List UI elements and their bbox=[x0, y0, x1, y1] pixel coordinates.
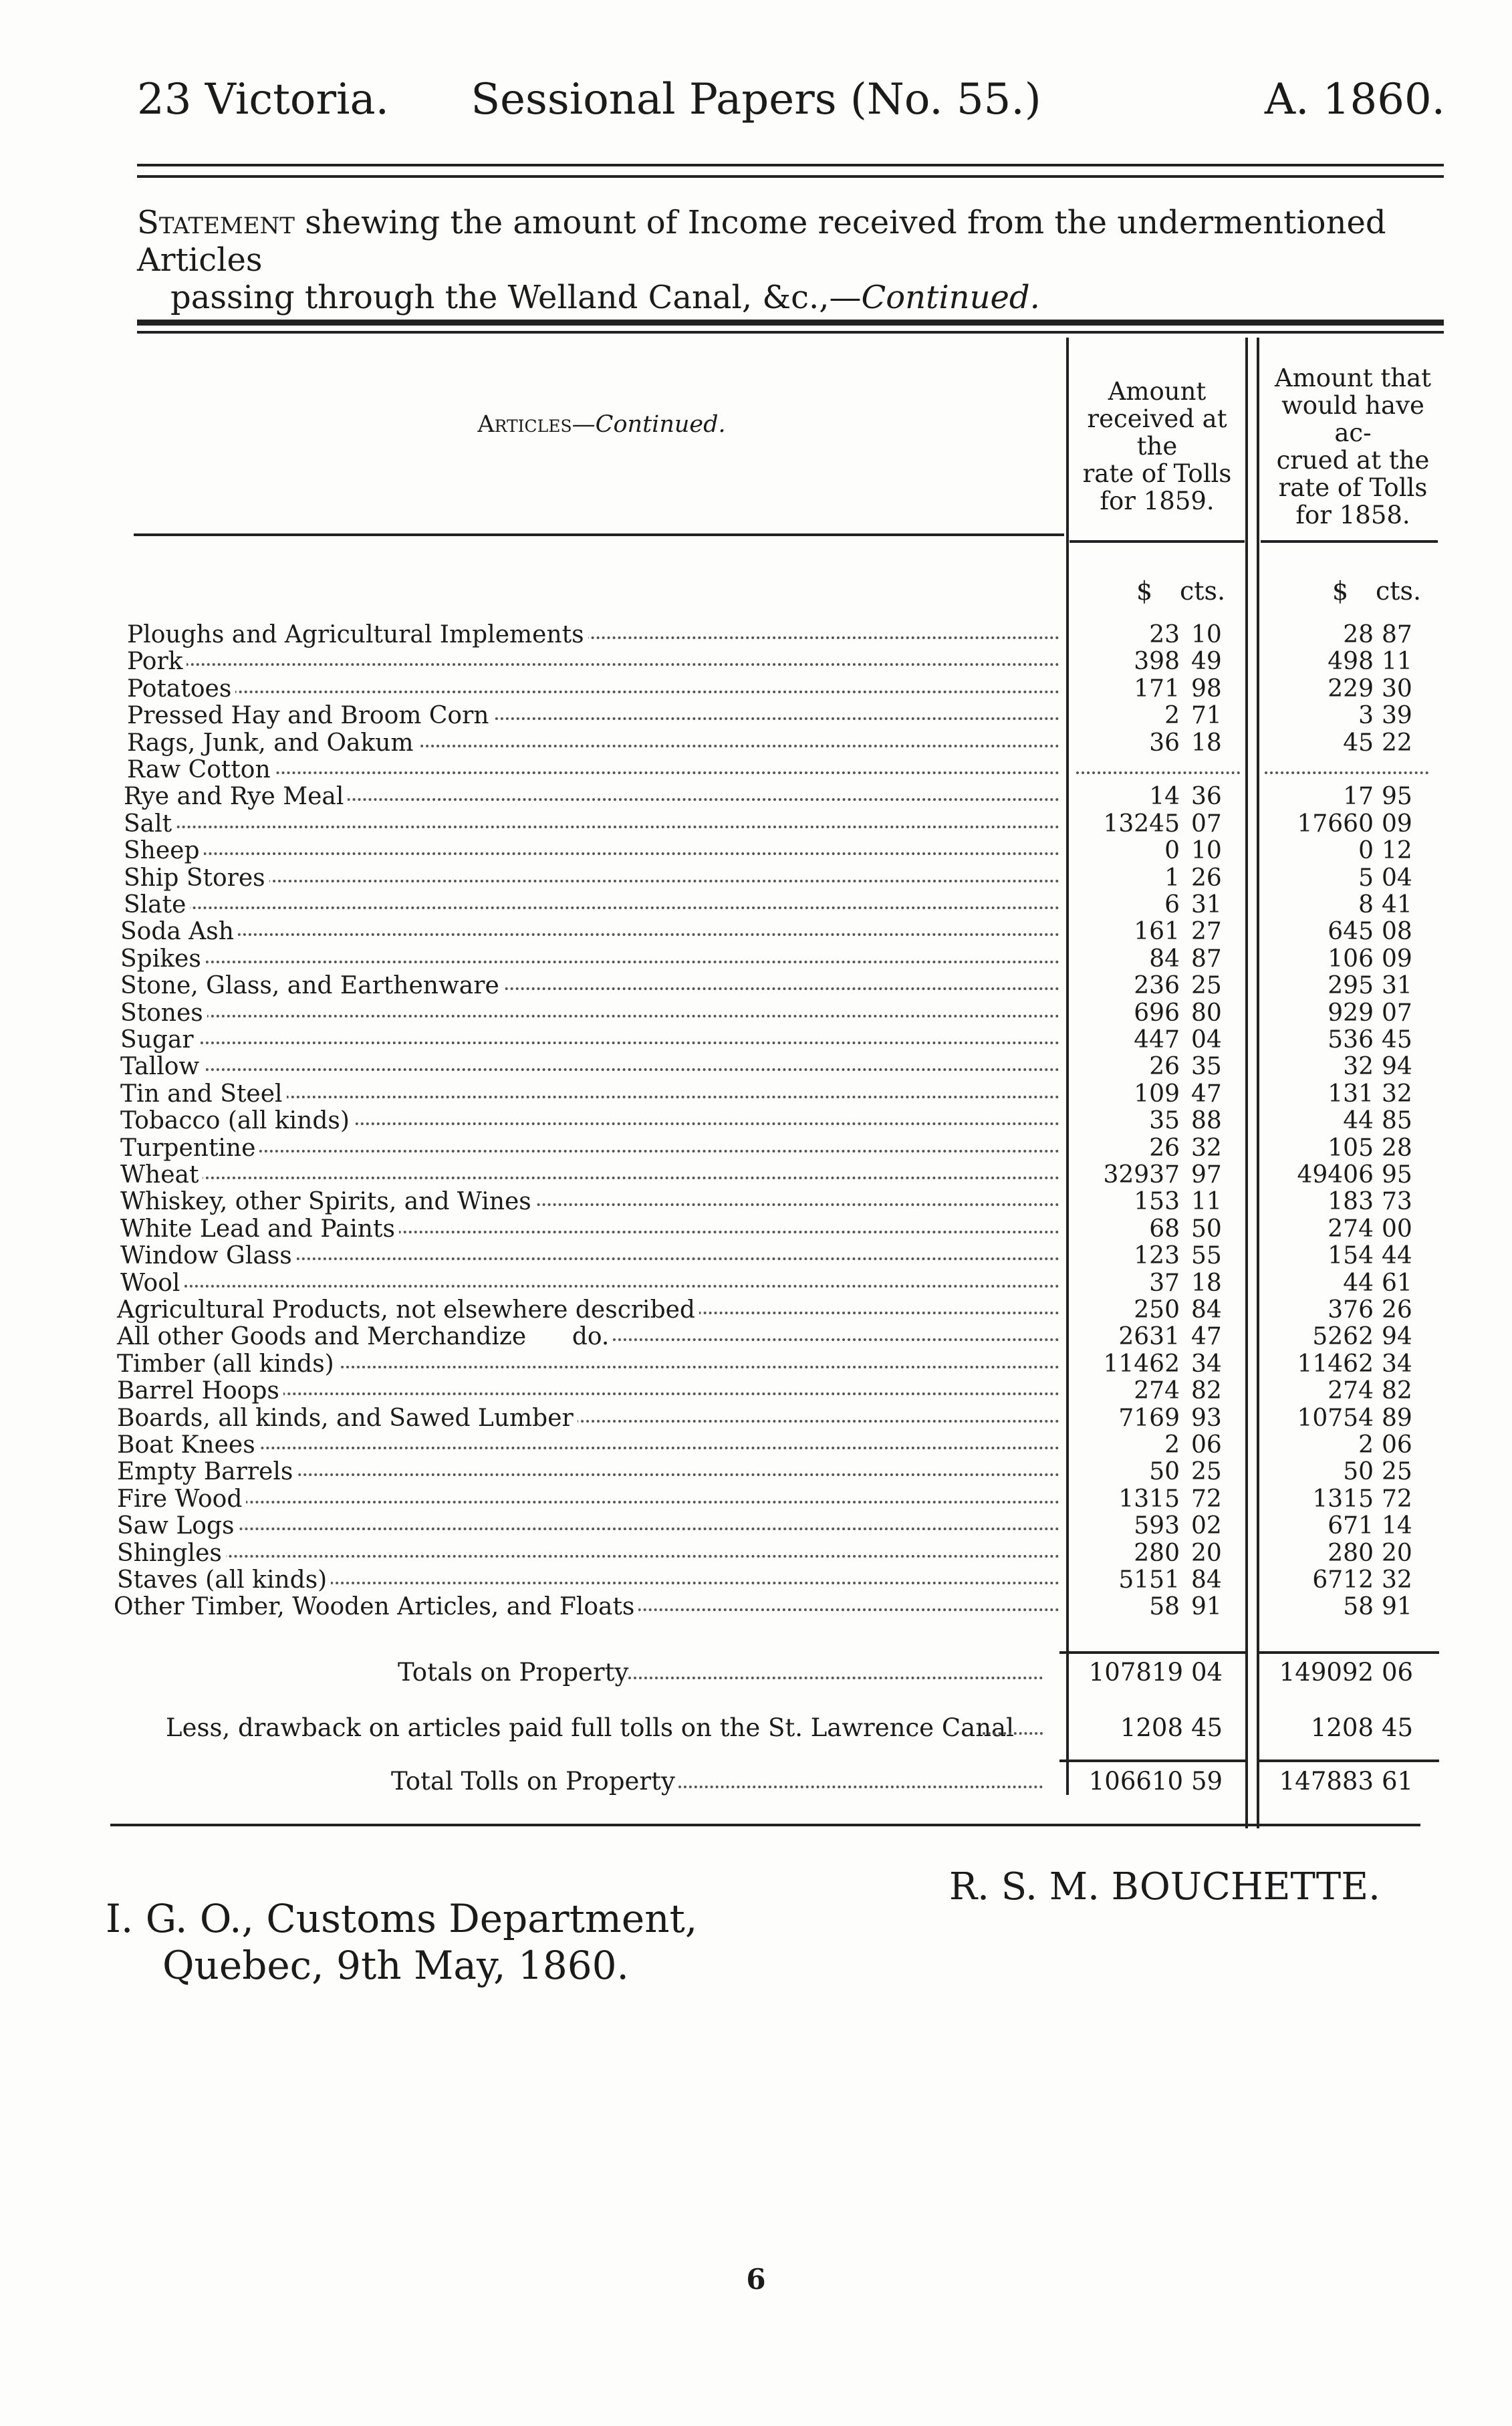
dot-leader bbox=[120, 1068, 1059, 1071]
value-col1-dollars: 250 bbox=[1134, 1296, 1180, 1324]
value-col1-dollars: 13245 bbox=[1103, 810, 1180, 838]
value-col1-dollars: 593 bbox=[1134, 1512, 1180, 1540]
total-tolls-col2-dollars: 147883 bbox=[1279, 1767, 1374, 1796]
value-col1-dollars: 26 bbox=[1149, 1053, 1180, 1081]
value-col2-dollars: 105 bbox=[1328, 1134, 1374, 1162]
value-col2-cents: 95 bbox=[1382, 1161, 1412, 1189]
article-name: White Lead and Paints bbox=[120, 1216, 399, 1243]
value-col1-cents: 11 bbox=[1191, 1188, 1222, 1216]
value-col2-cents: 11 bbox=[1382, 648, 1412, 676]
value-col2-cents: 39 bbox=[1382, 702, 1412, 730]
article-name: Shingles bbox=[117, 1540, 226, 1567]
header-underline-col2 bbox=[1261, 540, 1438, 543]
col2-header bbox=[1261, 364, 1445, 529]
value-col2-cents: 95 bbox=[1382, 783, 1412, 811]
dot-leader bbox=[120, 1150, 1059, 1153]
value-col1-dollars: 161 bbox=[1134, 918, 1180, 946]
value-col1-dollars: 280 bbox=[1134, 1539, 1180, 1567]
table-row bbox=[0, 1000, 1512, 1027]
subtotal-rule-col2 bbox=[1259, 1651, 1439, 1654]
table-row bbox=[0, 783, 1512, 810]
col1-header bbox=[1069, 378, 1245, 515]
empty-value-leader-col1 bbox=[1076, 771, 1240, 774]
dot-leader bbox=[120, 1177, 1059, 1179]
col1-header-line: rate of Tolls bbox=[1082, 459, 1232, 488]
value-col2-dollars: 1315 bbox=[1312, 1485, 1374, 1513]
article-name: Stones bbox=[120, 1000, 207, 1027]
value-col1-cents: 71 bbox=[1191, 702, 1222, 730]
article-name: Soda Ash bbox=[120, 919, 238, 945]
table-row bbox=[0, 730, 1512, 757]
article-name: Pork bbox=[127, 648, 186, 675]
table-row bbox=[0, 1567, 1512, 1594]
value-col1-dollars: 447 bbox=[1134, 1026, 1180, 1054]
table-row bbox=[0, 838, 1512, 864]
dot-leader bbox=[124, 852, 1059, 855]
article-name: Wheat bbox=[120, 1162, 203, 1189]
articles-header-caps: Articles bbox=[477, 411, 572, 438]
value-col1-cents: 93 bbox=[1191, 1404, 1222, 1432]
value-col2-dollars: 8 bbox=[1358, 891, 1374, 919]
value-col2-cents: 04 bbox=[1382, 864, 1412, 892]
value-col2-dollars: 183 bbox=[1328, 1188, 1374, 1216]
value-col1-cents: 91 bbox=[1191, 1593, 1222, 1621]
value-col2-dollars: 929 bbox=[1328, 999, 1374, 1027]
value-col2-cents: 14 bbox=[1382, 1512, 1412, 1540]
col2-header-line: rate of Tolls bbox=[1278, 473, 1428, 502]
table-rule-bottom bbox=[110, 1824, 1420, 1826]
value-col2-dollars: 44 bbox=[1343, 1107, 1374, 1135]
article-name: Window Glass bbox=[120, 1243, 296, 1269]
table-row bbox=[0, 1081, 1512, 1108]
article-name: Rye and Rye Meal bbox=[124, 783, 348, 810]
drawback-col1-dollars: 1208 bbox=[1120, 1713, 1183, 1742]
articles-column-header bbox=[134, 411, 1069, 438]
value-col1-cents: 26 bbox=[1191, 864, 1222, 892]
value-col2-dollars: 17 bbox=[1343, 783, 1374, 811]
table-row bbox=[0, 1054, 1512, 1080]
article-name: Staves (all kinds) bbox=[117, 1567, 331, 1594]
totals-col1-cents: 04 bbox=[1191, 1658, 1223, 1687]
value-col2-cents: 87 bbox=[1382, 621, 1412, 648]
value-col1-dollars: 171 bbox=[1134, 675, 1180, 703]
value-col1-dollars: 84 bbox=[1149, 945, 1180, 973]
table-row bbox=[0, 703, 1512, 729]
drawback-leader bbox=[983, 1732, 1043, 1735]
dot-leader bbox=[127, 691, 1059, 693]
value-col2-dollars: 274 bbox=[1328, 1377, 1374, 1405]
value-col2-cents: 06 bbox=[1382, 1431, 1412, 1459]
value-col1-cents: 88 bbox=[1191, 1107, 1222, 1135]
value-col2-cents: 28 bbox=[1382, 1134, 1412, 1162]
value-col2-dollars: 671 bbox=[1328, 1512, 1374, 1540]
value-col2-cents: 31 bbox=[1382, 972, 1412, 1000]
article-name: Boat Knees bbox=[117, 1432, 259, 1459]
value-col1-dollars: 274 bbox=[1134, 1377, 1180, 1405]
dot-leader bbox=[120, 961, 1059, 963]
header-rule-top bbox=[137, 164, 1444, 166]
col1-header-line: received at the bbox=[1087, 404, 1227, 461]
value-col2-cents: 85 bbox=[1382, 1107, 1412, 1135]
dot-leader bbox=[117, 1528, 1059, 1530]
table-row bbox=[0, 676, 1512, 703]
article-name: Rags, Junk, and Oakum bbox=[127, 730, 418, 757]
value-col2-dollars: 6712 bbox=[1312, 1566, 1374, 1594]
value-col1-cents: 10 bbox=[1191, 621, 1222, 648]
articles-header-continued: —Continued. bbox=[572, 411, 726, 438]
value-col1-dollars: 398 bbox=[1134, 648, 1180, 676]
header-rule-bottom bbox=[137, 175, 1444, 178]
dot-leader bbox=[127, 663, 1059, 666]
table-row bbox=[0, 1432, 1512, 1459]
value-col1-dollars: 68 bbox=[1149, 1215, 1180, 1243]
article-name: Ploughs and Agricultural Implements bbox=[127, 622, 588, 648]
table-row bbox=[0, 1459, 1512, 1485]
article-name: Potatoes bbox=[127, 676, 235, 703]
article-name: Tobacco (all kinds) bbox=[120, 1108, 354, 1134]
article-name: Saw Logs bbox=[117, 1513, 238, 1540]
article-name: Slate bbox=[124, 892, 190, 919]
dot-leader bbox=[117, 1555, 1059, 1558]
table-row bbox=[0, 1189, 1512, 1215]
value-col2-cents: 61 bbox=[1382, 1269, 1412, 1297]
table-row bbox=[0, 946, 1512, 973]
table-row bbox=[0, 865, 1512, 892]
table-rule-top-2 bbox=[137, 331, 1444, 334]
article-name: Ship Stores bbox=[124, 865, 269, 892]
value-col1-dollars: 58 bbox=[1149, 1593, 1180, 1621]
value-col1-dollars: 11462 bbox=[1103, 1350, 1180, 1378]
signature: R. S. M. BOUCHETTE. bbox=[949, 1865, 1380, 1909]
place-line-2: Quebec, 9th May, 1860. bbox=[162, 1943, 629, 1988]
value-col1-cents: 84 bbox=[1191, 1566, 1222, 1594]
value-col2-cents: 30 bbox=[1382, 675, 1412, 703]
value-col2-dollars: 376 bbox=[1328, 1296, 1374, 1324]
article-name: Whiskey, other Spirits, and Wines bbox=[120, 1189, 535, 1215]
col2-header-line: Amount that bbox=[1275, 364, 1431, 392]
article-name: Other Timber, Wooden Articles, and Floats bbox=[114, 1594, 638, 1620]
value-col2-dollars: 50 bbox=[1343, 1458, 1374, 1486]
value-col2-cents: 72 bbox=[1382, 1485, 1412, 1513]
place-and-date bbox=[106, 1895, 697, 1989]
article-name: Spikes bbox=[120, 946, 205, 973]
value-col1-dollars: 50 bbox=[1149, 1458, 1180, 1486]
value-col2-dollars: 0 bbox=[1358, 837, 1374, 865]
value-col2-cents: 82 bbox=[1382, 1377, 1412, 1405]
table-row bbox=[0, 757, 1512, 783]
value-col1-cents: 47 bbox=[1191, 1323, 1222, 1351]
drawback-col1-cents: 45 bbox=[1191, 1713, 1223, 1742]
value-col1-cents: 98 bbox=[1191, 675, 1222, 703]
value-col1-cents: 49 bbox=[1191, 648, 1222, 676]
article-name: Empty Barrels bbox=[117, 1459, 297, 1485]
table-row bbox=[0, 1378, 1512, 1405]
table-row bbox=[0, 1405, 1512, 1432]
value-col2-cents: 45 bbox=[1382, 1026, 1412, 1054]
value-col2-cents: 89 bbox=[1382, 1404, 1412, 1432]
dot-leader bbox=[120, 1015, 1059, 1017]
value-col1-cents: 25 bbox=[1191, 1458, 1222, 1486]
value-col2-dollars: 44 bbox=[1343, 1269, 1374, 1297]
cts-col1: cts. bbox=[1180, 576, 1226, 606]
value-col1-dollars: 696 bbox=[1134, 999, 1180, 1027]
value-col1-cents: 27 bbox=[1191, 918, 1222, 946]
value-col1-dollars: 5151 bbox=[1118, 1566, 1180, 1594]
article-name: Wool bbox=[120, 1270, 184, 1297]
value-col1-cents: 35 bbox=[1191, 1053, 1222, 1081]
value-col2-dollars: 645 bbox=[1328, 918, 1374, 946]
value-col2-cents: 32 bbox=[1382, 1080, 1412, 1108]
value-col1-dollars: 26 bbox=[1149, 1134, 1180, 1162]
col1-header-line: for 1859. bbox=[1100, 487, 1215, 515]
value-col1-dollars: 2 bbox=[1164, 702, 1180, 730]
totals-label: Totals on Property bbox=[398, 1658, 629, 1687]
value-col2-dollars: 5 bbox=[1358, 864, 1374, 892]
value-col1-cents: 97 bbox=[1191, 1161, 1222, 1189]
table-row bbox=[0, 1135, 1512, 1162]
value-col1-dollars: 37 bbox=[1149, 1269, 1180, 1297]
total-tolls-col1-cents: 59 bbox=[1191, 1767, 1223, 1796]
table-row bbox=[0, 1324, 1512, 1350]
value-col1-dollars: 6 bbox=[1164, 891, 1180, 919]
dot-leader bbox=[117, 1501, 1059, 1503]
statement-heading bbox=[137, 204, 1447, 316]
value-col1-dollars: 123 bbox=[1134, 1242, 1180, 1270]
value-col1-cents: 80 bbox=[1191, 999, 1222, 1027]
table-row bbox=[0, 1216, 1512, 1243]
table-row bbox=[0, 1243, 1512, 1269]
value-col2-cents: 08 bbox=[1382, 918, 1412, 946]
value-col2-dollars: 274 bbox=[1328, 1215, 1374, 1243]
article-name: Tin and Steel bbox=[120, 1081, 287, 1108]
page-number: 6 bbox=[746, 2263, 766, 2296]
table-row bbox=[0, 648, 1512, 675]
article-name: Raw Cotton bbox=[127, 757, 275, 783]
col2-header-line: for 1858. bbox=[1295, 501, 1410, 529]
value-col2-cents: 00 bbox=[1382, 1215, 1412, 1243]
total-rule-col1 bbox=[1059, 1760, 1247, 1762]
value-col2-cents: 32 bbox=[1382, 1566, 1412, 1594]
table-row bbox=[0, 622, 1512, 648]
value-col2-dollars: 154 bbox=[1328, 1242, 1374, 1270]
value-col2-dollars: 32 bbox=[1343, 1053, 1374, 1081]
article-name: Agricultural Products, not elsewhere described bbox=[117, 1297, 699, 1324]
table-row bbox=[0, 892, 1512, 919]
value-col1-dollars: 14 bbox=[1149, 783, 1180, 811]
value-col2-cents: 26 bbox=[1382, 1296, 1412, 1324]
total-tolls-leader bbox=[678, 1786, 1043, 1788]
value-col1-dollars: 153 bbox=[1134, 1188, 1180, 1216]
value-col1-cents: 36 bbox=[1191, 783, 1222, 811]
sessional-papers-label: Sessional Papers (No. 55.) bbox=[471, 75, 1041, 124]
value-col1-cents: 18 bbox=[1191, 729, 1222, 757]
value-col1-cents: 10 bbox=[1191, 837, 1222, 865]
article-name: All other Goods and Merchandize do. bbox=[117, 1324, 613, 1350]
article-name: Turpentine bbox=[120, 1135, 259, 1162]
drawback-col2-dollars: 1208 bbox=[1310, 1713, 1374, 1742]
value-col2-cents: 22 bbox=[1382, 729, 1412, 757]
table-row bbox=[0, 1162, 1512, 1189]
dot-leader bbox=[124, 906, 1059, 909]
dot-leader bbox=[120, 933, 1059, 936]
value-col1-cents: 07 bbox=[1191, 810, 1222, 838]
col2-header-line: would have ac- bbox=[1281, 391, 1424, 447]
value-col1-cents: 82 bbox=[1191, 1377, 1222, 1405]
value-col1-cents: 87 bbox=[1191, 945, 1222, 973]
statement-line2: passing through the Welland Canal, &c.,— bbox=[170, 279, 862, 316]
value-col2-dollars: 295 bbox=[1328, 972, 1374, 1000]
article-name: Pressed Hay and Broom Corn bbox=[127, 703, 493, 729]
col1-header-line: Amount bbox=[1108, 377, 1207, 406]
value-col2-dollars: 3 bbox=[1358, 702, 1374, 730]
dot-leader bbox=[124, 826, 1059, 828]
value-col1-cents: 20 bbox=[1191, 1539, 1222, 1567]
value-col2-cents: 94 bbox=[1382, 1323, 1412, 1351]
value-col2-cents: 73 bbox=[1382, 1188, 1412, 1216]
place-line-1: I. G. O., Customs Department, bbox=[106, 1896, 698, 1941]
statement-line1: shewing the amount of Income received from the undermentioned Articles bbox=[137, 204, 1386, 279]
table-rule-top-1 bbox=[137, 320, 1444, 326]
totals-col2-cents: 06 bbox=[1382, 1658, 1414, 1687]
value-col2-cents: 41 bbox=[1382, 891, 1412, 919]
table-row bbox=[0, 1108, 1512, 1134]
cts-col2: cts. bbox=[1376, 576, 1422, 606]
value-col2-dollars: 229 bbox=[1328, 675, 1374, 703]
total-tolls-col1-dollars: 106610 bbox=[1088, 1767, 1183, 1796]
value-col2-dollars: 45 bbox=[1343, 729, 1374, 757]
value-col2-cents: 25 bbox=[1382, 1458, 1412, 1486]
year-label: A. 1860. bbox=[1264, 75, 1445, 124]
article-name: Salt bbox=[124, 811, 176, 838]
table-row bbox=[0, 1297, 1512, 1324]
table-row bbox=[0, 811, 1512, 838]
totals-leader bbox=[628, 1677, 1043, 1679]
value-col1-cents: 04 bbox=[1191, 1026, 1222, 1054]
value-col2-cents: 09 bbox=[1382, 810, 1412, 838]
article-name: Timber (all kinds) bbox=[117, 1351, 338, 1378]
value-col1-cents: 02 bbox=[1191, 1512, 1222, 1540]
header-underline-articles bbox=[134, 533, 1064, 536]
value-col1-dollars: 36 bbox=[1149, 729, 1180, 757]
value-col2-dollars: 536 bbox=[1328, 1026, 1374, 1054]
value-col1-cents: 55 bbox=[1191, 1242, 1222, 1270]
value-col1-dollars: 0 bbox=[1164, 837, 1180, 865]
table-row bbox=[0, 1270, 1512, 1297]
article-name: Fire Wood bbox=[117, 1486, 246, 1513]
value-col2-cents: 09 bbox=[1382, 945, 1412, 973]
total-tolls-label: Total Tolls on Property bbox=[391, 1767, 675, 1796]
value-col1-dollars: 23 bbox=[1149, 621, 1180, 648]
value-col2-dollars: 131 bbox=[1328, 1080, 1374, 1108]
value-col1-dollars: 7169 bbox=[1118, 1404, 1180, 1432]
value-col1-cents: 18 bbox=[1191, 1269, 1222, 1297]
session-label: 23 Victoria. bbox=[137, 75, 389, 124]
value-col2-dollars: 28 bbox=[1343, 621, 1374, 648]
value-col1-cents: 84 bbox=[1191, 1296, 1222, 1324]
value-col2-cents: 20 bbox=[1382, 1539, 1412, 1567]
value-col2-cents: 34 bbox=[1382, 1350, 1412, 1378]
table-row bbox=[0, 973, 1512, 999]
value-col2-cents: 94 bbox=[1382, 1053, 1412, 1081]
subtotal-rule-col1 bbox=[1059, 1651, 1247, 1654]
table-row bbox=[0, 1486, 1512, 1513]
table-row bbox=[0, 1027, 1512, 1054]
value-col1-dollars: 1315 bbox=[1118, 1485, 1180, 1513]
value-col1-cents: 72 bbox=[1191, 1485, 1222, 1513]
value-col2-dollars: 49406 bbox=[1297, 1161, 1374, 1189]
empty-value-leader-col2 bbox=[1265, 771, 1428, 774]
dot-leader bbox=[120, 1042, 1059, 1044]
value-col2-dollars: 11462 bbox=[1297, 1350, 1374, 1378]
drawback-col2-cents: 45 bbox=[1382, 1713, 1414, 1742]
statement-lead: Statement bbox=[137, 204, 295, 241]
article-name: Sheep bbox=[124, 838, 204, 864]
value-col1-dollars: 109 bbox=[1134, 1080, 1180, 1108]
dollar-sign-col1: $ bbox=[1136, 576, 1153, 606]
totals-col2-dollars: 149092 bbox=[1279, 1658, 1374, 1687]
value-col1-cents: 25 bbox=[1191, 972, 1222, 1000]
table-row bbox=[0, 1540, 1512, 1567]
value-col2-cents: 12 bbox=[1382, 837, 1412, 865]
total-rule-col2 bbox=[1259, 1760, 1439, 1762]
value-col2-cents: 44 bbox=[1382, 1242, 1412, 1270]
statement-continued: Continued. bbox=[861, 279, 1040, 316]
article-name: Stone, Glass, and Earthenware bbox=[120, 973, 503, 999]
dollar-sign-col2: $ bbox=[1332, 576, 1349, 606]
article-name: Barrel Hoops bbox=[117, 1378, 283, 1405]
value-col2-dollars: 280 bbox=[1328, 1539, 1374, 1567]
col2-header-line: crued at the bbox=[1276, 446, 1430, 475]
drawback-label: Less, drawback on articles paid full tolls on the St. Lawrence Canal bbox=[166, 1713, 1014, 1742]
value-col1-cents: 50 bbox=[1191, 1215, 1222, 1243]
table-row bbox=[0, 1351, 1512, 1378]
value-col2-dollars: 10754 bbox=[1297, 1404, 1374, 1432]
table-row bbox=[0, 919, 1512, 945]
value-col2-dollars: 17660 bbox=[1297, 810, 1374, 838]
value-col1-cents: 47 bbox=[1191, 1080, 1222, 1108]
value-col1-cents: 31 bbox=[1191, 891, 1222, 919]
table-row bbox=[0, 1513, 1512, 1540]
value-col2-dollars: 5262 bbox=[1312, 1323, 1374, 1351]
header-underline-col1 bbox=[1069, 540, 1245, 543]
value-col2-dollars: 106 bbox=[1328, 945, 1374, 973]
value-col1-cents: 32 bbox=[1191, 1134, 1222, 1162]
total-tolls-col2-cents: 61 bbox=[1382, 1767, 1414, 1796]
value-col1-dollars: 32937 bbox=[1103, 1161, 1180, 1189]
totals-col1-dollars: 107819 bbox=[1088, 1658, 1183, 1687]
value-col1-dollars: 35 bbox=[1149, 1107, 1180, 1135]
value-col1-dollars: 2631 bbox=[1118, 1323, 1180, 1351]
value-col2-cents: 91 bbox=[1382, 1593, 1412, 1621]
dot-leader bbox=[120, 1285, 1059, 1288]
value-col2-dollars: 498 bbox=[1328, 648, 1374, 676]
value-col1-dollars: 1 bbox=[1164, 864, 1180, 892]
article-name: Boards, all kinds, and Sawed Lumber bbox=[117, 1405, 578, 1432]
value-col2-dollars: 58 bbox=[1343, 1593, 1374, 1621]
value-col1-cents: 34 bbox=[1191, 1350, 1222, 1378]
value-col2-dollars: 2 bbox=[1358, 1431, 1374, 1459]
article-name: Tallow bbox=[120, 1054, 203, 1080]
value-col2-cents: 07 bbox=[1382, 999, 1412, 1027]
article-name: Sugar bbox=[120, 1027, 198, 1054]
value-col1-dollars: 2 bbox=[1164, 1431, 1180, 1459]
value-col1-cents: 06 bbox=[1191, 1431, 1222, 1459]
value-col1-dollars: 236 bbox=[1134, 972, 1180, 1000]
table-row bbox=[0, 1594, 1512, 1620]
